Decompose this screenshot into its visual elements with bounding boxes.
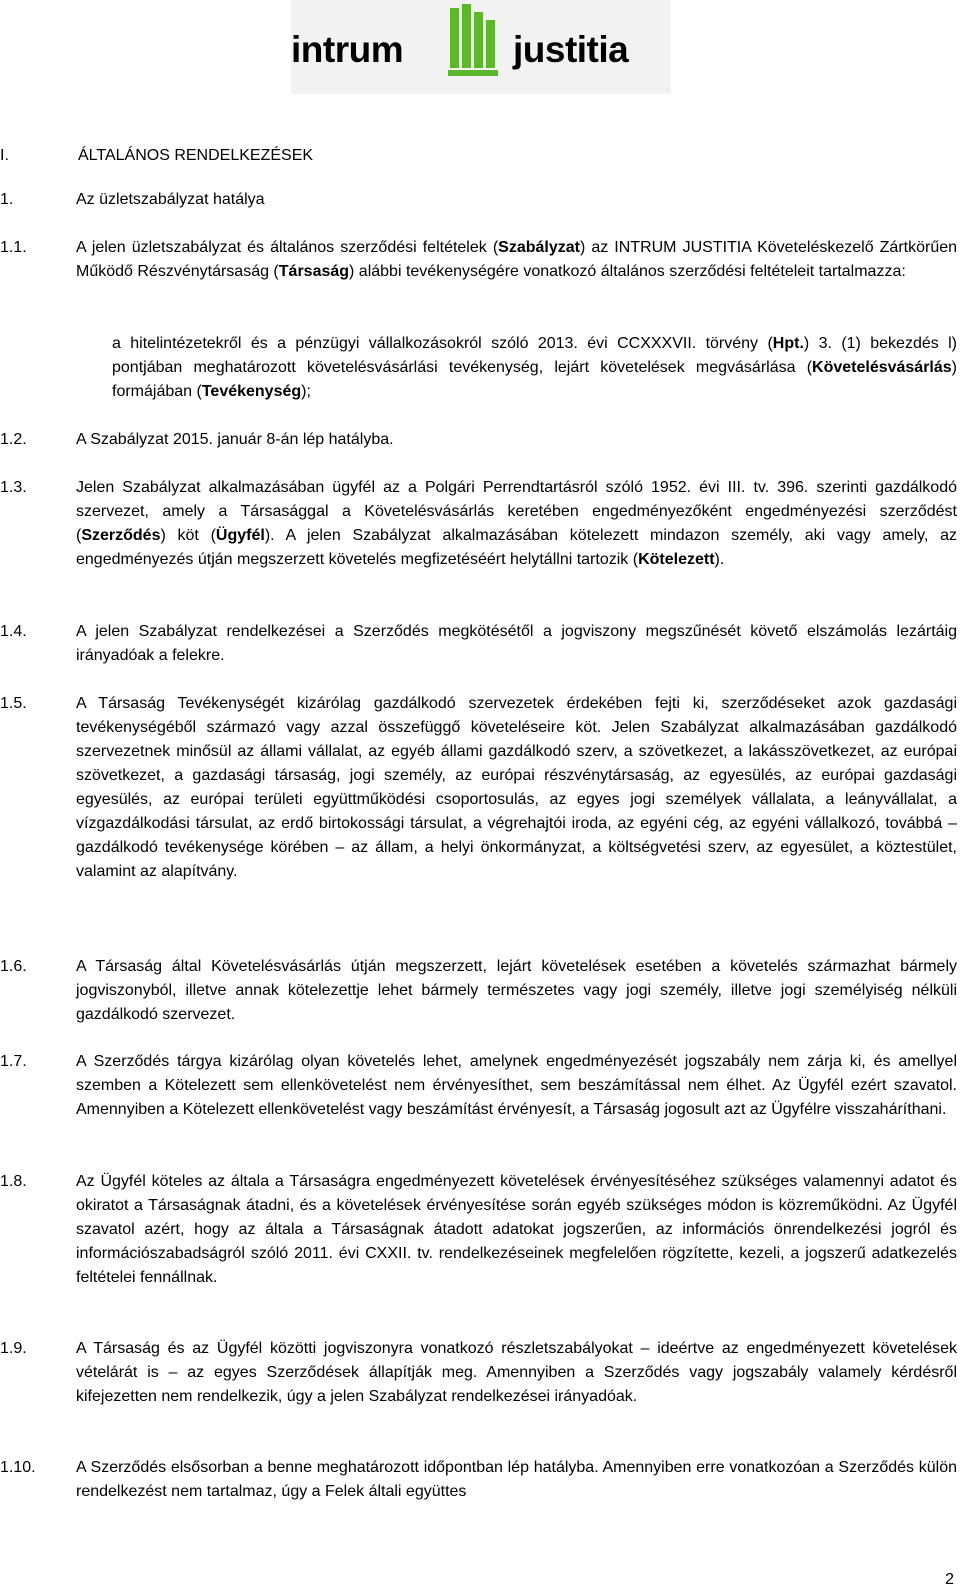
paragraph-1-1 — [76, 236, 957, 284]
paragraph-1-7: A Szerződés tárgya kizárólag olyan követelés lehet, amelynek engedményezését jogszabály nem zárja ki, és amellyel szemben a Kötelezett sem ellenkövetelést nem érvényesíthet, sem beszámítással nem élhet. Az Ügyfél ezért szavatol. Amennyiben a Kötelezett ellenkövetelést vagy beszámítást érvényesít, a Társaság jogosult azt az Ügyfélre visszaháríthani. — [76, 1053, 957, 1118]
paragraph-1-1-item — [112, 332, 957, 404]
paragraph-number: 1.3. — [0, 479, 27, 496]
defined-term: Ügyfél — [215, 527, 265, 544]
paragraph-number: 1.7. — [0, 1053, 27, 1070]
text-run: ). A jelen Szabályzat alkalmazásában kötelezett mindazon személy, aki vagy amely, az engedményezés útján megszerzett követelés megfizetéséért helytállni tartozik ( — [76, 527, 958, 568]
paragraph-number: 1.8. — [0, 1173, 27, 1190]
text-run: ) az INTRUM JUSTITIA Követeléskezelő Zártkörűen Működő Részvénytársaság ( — [76, 239, 958, 280]
paragraph-1-6: A Társaság által Követelésvásárlás útján megszerzett, lejárt követelések esetében a követelés származhat bármely jogviszonyból, illetve annak kötelezettje lehet bármely természetes vagy jogi személy, illetve jogi személyiség nélküli gazdálkodó szervezet. — [76, 958, 957, 1023]
defined-term: Követelésvásárlás — [812, 359, 952, 376]
paragraph-number: 1.4. — [0, 623, 27, 640]
section-title: ÁLTALÁNOS RENDELKEZÉSEK — [78, 147, 314, 164]
paragraph-1-9: A Társaság és az Ügyfél közötti jogviszonyra vonatkozó részletszabályokat – ideértve az engedményezett követelések vételárát is – az egyes Szerződések állapítják meg. Amennyiben a Szerződés vagy jogszabály valamely kérdésről kifejezetten nem rendelkezik, úgy a jelen Szabályzat rendelkezései irányadóak. — [76, 1340, 957, 1405]
paragraph-1-2: A Szabályzat 2015. január 8-án lép hatályba. — [76, 431, 394, 448]
paragraph-1-3 — [76, 476, 957, 572]
page-number: 2 — [945, 1571, 954, 1588]
paragraph-number: 1.9. — [0, 1340, 27, 1357]
defined-term: Kötelezett — [638, 551, 715, 568]
subsection-number: 1. — [0, 191, 14, 208]
text-run: ) alábbi tevékenységére vonatkozó általános szerződési feltételeit tartalmazza: — [349, 263, 906, 280]
paragraph-number: 1.6. — [0, 958, 27, 975]
paragraph-1-8: Az Ügyfél köteles az általa a Társaságra engedményezett követelések érvényesítéséhez szükséges valamennyi adatot és okiratot a Társaságnak átadni, és a követelések érvényesítése során egyéb szükséges módon is közreműködni. Az Ügyfél szavatol azért, hogy az általa a Társaságnak átadott adatokat jogszerűen, az információs önrendelkezési jogról és információszabadságról szóló 2011. évi CXXII. tv. rendelkezéseinek megfelelően rögzítette, kezeli, a jogszerű adatkezelés feltételei fennállnak. — [76, 1173, 957, 1286]
paragraph-number: 1.1. — [0, 239, 27, 256]
defined-term: Tevékenység — [201, 383, 302, 400]
paragraph-1-10: A Szerződés elsősorban a benne meghatározott időpontban lép hatályba. Amennyiben erre vonatkozóan a Szerződés külön rendelkezést nem tartalmaz, úgy a Felek általi együttes — [76, 1459, 957, 1500]
text-run: Jelen Szabályzat alkalmazásában ügyfél az a Polgári Perrendtartásról szóló 1952. évi III. tv. 396. szerinti gazdálkodó szervezet, amely a Társasággal a Követelésvásárlás keretében engedményezőként engedményezési szerződést ( — [76, 479, 957, 544]
defined-term: Társaság — [278, 263, 350, 280]
text-run: A jelen üzletszabályzat és általános szerződési feltételek ( — [76, 239, 499, 256]
text-run: ). — [714, 551, 725, 568]
defined-term: Hpt. — [772, 335, 804, 352]
paragraph-number: 1.10. — [0, 1459, 36, 1476]
company-logo — [291, 0, 671, 94]
paragraph-1-5: A Társaság Tevékenységét kizárólag gazdálkodó szervezetek érdekében fejti ki, szerződéseket azok gazdasági tevékenységéből származó vagy azzal összefüggő követeléseire köt. Jelen Szabályzat alkalmazásában gazdálkodó szervezetnek minősül az állami vállalat, az egyéb állami gazdálkodó szerv, a szövetkezet, a lakásszövetkezet, az európai szövetkezet, a gazdasági társaság, jogi személy, az európai részvénytársaság, az egyesülés, az európai gazdasági egyesülés, az európai területi együttműködési csoportosulás, az egyes jogi személyek vállalata, a leányvállalat, a vízgazdálkodási társulat, az erdő birtokossági társulat, a végrehajtói iroda, az egyéni cég, az egyéni vállalkozó, továbbá – gazdálkodó tevékenysége körében – az állam, a helyi önkormányzat, a költségvetési szerv, az egyesület, a köztestület, valamint az alapítvány. — [76, 695, 957, 880]
text-run: ); — [301, 383, 311, 400]
section-number: I. — [0, 147, 9, 164]
text-run: a hitelintézetekről és a pénzügyi vállalkozásokról szóló 2013. évi CCXXXVII. törvény ( — [112, 335, 773, 352]
defined-term: Szabályzat — [498, 239, 580, 256]
subsection-title: Az üzletszabályzat hatálya — [76, 191, 265, 208]
logo-word-justitia: justitia — [513, 29, 629, 70]
paragraph-number: 1.5. — [0, 695, 27, 712]
logo-word-intrum: intrum — [291, 29, 404, 70]
text-run: ) 3. (1) bekezdés l) pontjában meghatározott követelésvásárlási tevékenység, lejárt követelések megvásárlása ( — [112, 335, 957, 376]
paragraph-1-4: A jelen Szabályzat rendelkezései a Szerződés megkötésétől a jogviszony megszűnését követő elszámolás lezártáig irányadóak a felekre. — [76, 623, 957, 664]
text-run: ) formájában ( — [112, 359, 957, 400]
defined-term: Szerződés — [81, 527, 161, 544]
text-run: ) köt ( — [160, 527, 216, 544]
logo-green-mark-icon — [446, 2, 506, 92]
paragraph-number: 1.2. — [0, 431, 27, 448]
